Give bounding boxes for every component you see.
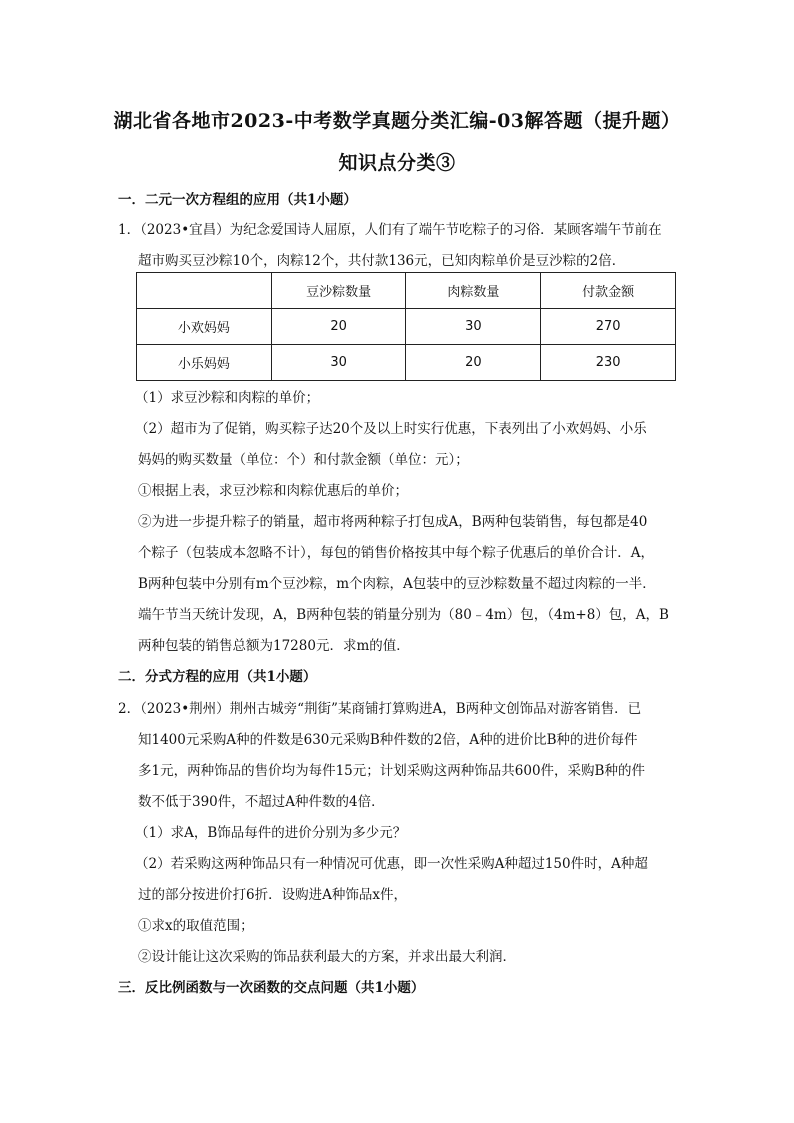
table-header-row (137, 273, 676, 309)
q1-part-1: （1）求豆沙粽和肉粽的单价； (135, 390, 320, 406)
document-title: 湖北省各地市2023-中考数学真题分类汇编-03解答题（提升题） (113, 110, 681, 132)
q2-subpart-2: ②设计能让这次采购的饰品获利最大的方案，并求出最大利润． (138, 949, 516, 965)
q2-part-2-line-1: （2）若采购这两种饰品只有一种情况可优惠，即一次性采购A种超过150件时，A种超 (135, 856, 648, 872)
table-cell: 小乐妈妈 (137, 345, 272, 381)
table-header-cell: 肉粽数量 (406, 273, 541, 309)
q2-text-line-4: 数不低于390件，不超过A种件数的4倍． (138, 794, 385, 810)
table-cell: 270 (541, 309, 676, 345)
q2-part-1: （1）求A，B饰品每件的进价分别为多少元？ (135, 825, 407, 841)
q2-part-2-line-2: 过的部分按进价打6折．设购进A种饰品x件， (138, 887, 407, 903)
q1-part-2-line-2: 妈妈的购买数量（单位：个）和付款金额（单位：元）； (138, 452, 469, 468)
q1-subpart-2-line-5: 两种包装的销售总额为17280元．求m的值． (138, 638, 410, 654)
q1-subpart-2-line-1: ②为进一步提升粽子的销量，超市将两种粽子打包成A，B两种包装销售，每包都是40 (138, 514, 648, 530)
table-cell: 30 (271, 345, 406, 381)
q1-subpart-2-line-4: 端午节当天统计发现，A，B两种包装的销量分别为（80﹣4m）包，（4m+8）包，A，B (138, 607, 669, 623)
table-header-cell: 豆沙粽数量 (271, 273, 406, 309)
q1-subpart-2-line-2: 个粽子（包装成本忽略不计），每包的销售价格按其中每个粽子优惠后的单价合计．A， (138, 545, 654, 561)
table-header-cell: 付款金额 (541, 273, 676, 309)
section-heading-1: 一．二元一次方程组的应用（共1小题） (118, 192, 357, 208)
section-heading-2: 二．分式方程的应用（共1小题） (118, 669, 317, 685)
q2-text-line-3: 多1元，两种饰品的售价均为每件15元；计划采购这两种饰品共600件，采购B种的件 (138, 763, 645, 779)
table-row (137, 345, 676, 381)
table-row (137, 309, 676, 345)
table-cell: 20 (271, 309, 406, 345)
q2-text-line-1: 2．（2023•荆州）荆州古城旁“荆街”某商铺打算购进A，B两种文创饰品对游客销售．已 (118, 701, 642, 717)
table-cell: 30 (406, 309, 541, 345)
q1-subpart-2-line-3: B两种包装中分别有m个豆沙粽，m个肉粽，A包装中的豆沙粽数量不超过肉粽的一半． (138, 576, 656, 592)
table-cell: 20 (406, 345, 541, 381)
table-header-cell (137, 273, 272, 309)
section-heading-3: 三．反比例函数与一次函数的交点问题（共1小题） (118, 980, 425, 996)
table-cell: 小欢妈妈 (137, 309, 272, 345)
q2-subpart-1: ①求x的取值范围； (138, 918, 254, 934)
q1-part-2-line-1: （2）超市为了促销，购买粽子达20个及以上时实行优惠，下表列出了小欢妈妈、小乐 (135, 421, 647, 437)
table-cell: 230 (541, 345, 676, 381)
q1-text-line-2: 超市购买豆沙粽10个，肉粽12个，共付款136元，已知肉粽单价是豆沙粽的2倍． (138, 253, 626, 269)
q1-price-table (136, 272, 676, 381)
q1-subpart-1: ①根据上表，求豆沙粽和肉粽优惠后的单价； (138, 483, 408, 499)
q2-text-line-2: 知1400元采购A种的件数是630元采购B种件数的2倍，A种的进价比B种的进价每件 (138, 732, 638, 748)
q1-text-line-1: 1．（2023•宜昌）为纪念爱国诗人屈原，人们有了端午节吃粽子的习俗．某顾客端午节前在 (118, 222, 662, 238)
document-subtitle: 知识点分类③ (338, 152, 456, 174)
